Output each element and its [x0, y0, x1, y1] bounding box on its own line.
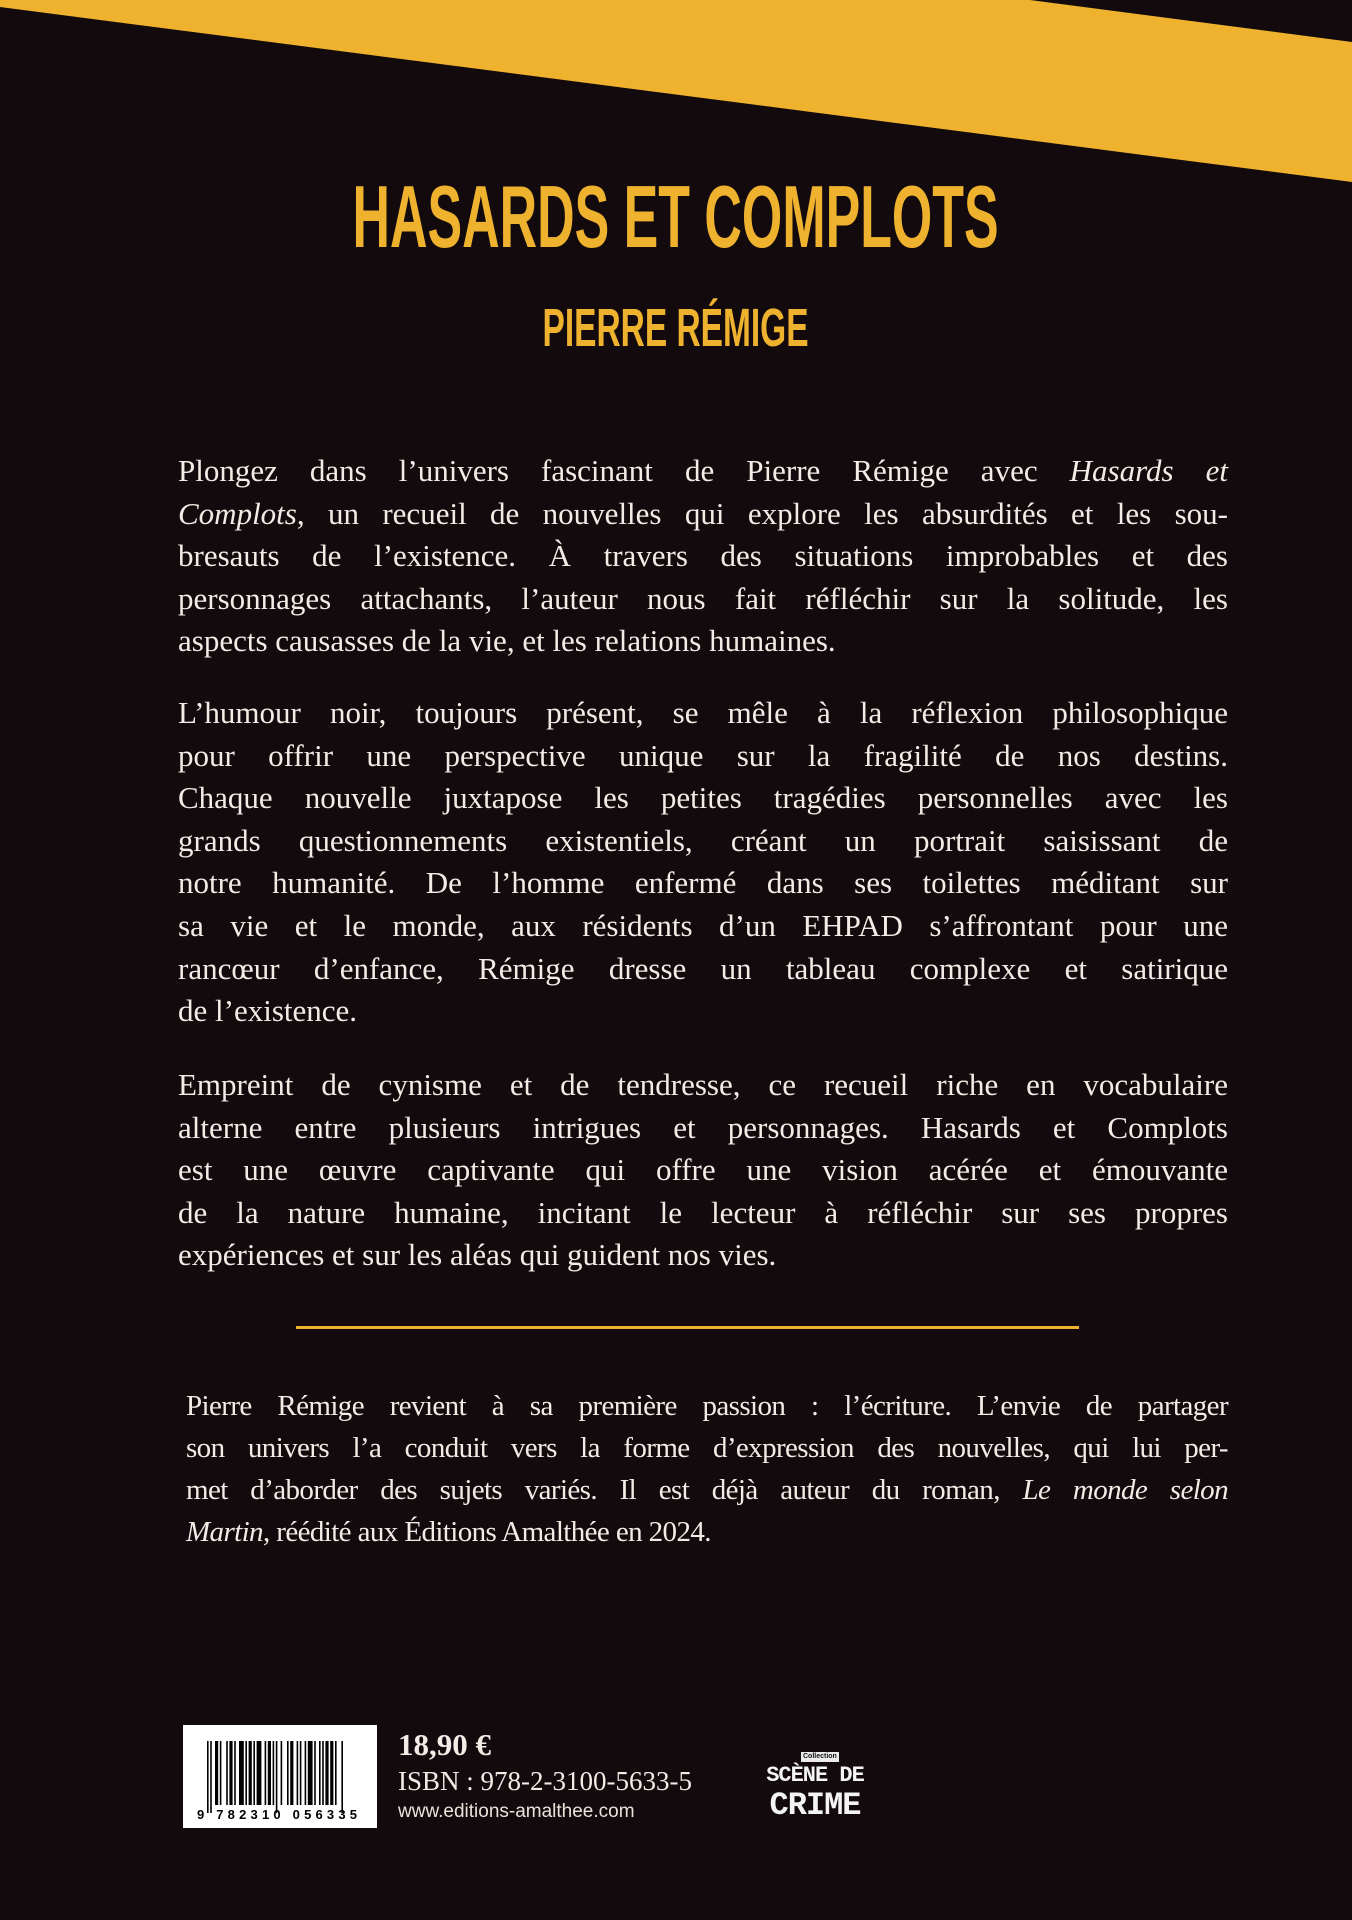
text-line [178, 735, 1228, 778]
text-line [178, 1107, 1228, 1150]
author-bio [186, 1385, 1228, 1553]
text-segment: son univers l’a conduit vers la forme d’expression des nouvelles, qui lui per- [186, 1432, 1228, 1464]
text-line [186, 1511, 1228, 1553]
text-line [186, 1469, 1228, 1511]
text-line [178, 905, 1228, 948]
text-segment: est une œuvre captivante qui offre une vision acérée et émouvante [178, 1152, 1228, 1188]
text-line [178, 1234, 1228, 1277]
text-line [186, 1385, 1228, 1427]
text-segment: Pierre Rémige revient à sa première passion : l’écriture. L’envie de partager [186, 1390, 1228, 1422]
text-segment: sa vie et le monde, aux résidents d’un EHPAD s’affrontant pour une [178, 907, 1228, 943]
text-line [178, 1064, 1228, 1107]
text-segment: , un recueil de nouvelles qui explore les absurdités et les sou- [296, 495, 1228, 531]
text-line [178, 1149, 1228, 1192]
publisher-website: www.editions-amalthee.com [398, 1801, 635, 1822]
title-container [0, 167, 1352, 266]
text-line [186, 1427, 1228, 1469]
yellow-diagonal-band [0, 0, 1352, 190]
italic-text: Martin [186, 1516, 263, 1548]
text-line [178, 948, 1228, 991]
text-line [178, 578, 1228, 621]
text-segment: expériences et sur les aléas qui guident nos vies. [178, 1237, 777, 1273]
italic-text: Complots [178, 495, 297, 531]
logo-scene-de: SCÈNE DE [766, 1763, 864, 1788]
section-divider [296, 1326, 1079, 1329]
book-title: HASARDS ET COMPLOTS [352, 167, 1000, 266]
text-line [178, 990, 1228, 1033]
italic-text: Le monde selon [1022, 1474, 1228, 1506]
text-segment: de l’existence. [178, 993, 358, 1029]
text-segment: alterne entre plusieurs intrigues et personnages. Hasards et Complots [178, 1109, 1228, 1145]
text-line [178, 777, 1228, 820]
synopsis-paragraph-1 [178, 450, 1228, 663]
italic-text: Hasards et [1069, 453, 1228, 488]
text-segment: de la nature humaine, incitant le lecteur à réfléchir sur ses propres [178, 1194, 1228, 1230]
isbn-barcode [183, 1725, 377, 1828]
text-line [178, 535, 1228, 578]
isbn-number: ISBN : 978-2-3100-5633-5 [398, 1766, 692, 1796]
text-segment: pour offrir une perspective unique sur la fragilité de nos destins. [178, 737, 1228, 773]
synopsis-paragraph-2 [178, 692, 1228, 1033]
text-line [178, 493, 1228, 536]
author-name: PIERRE RÉMIGE [542, 298, 810, 358]
text-segment: Chaque nouvelle juxtapose les petites tragédies personnelles avec les [178, 780, 1228, 816]
author-container [0, 298, 1352, 358]
text-line [178, 820, 1228, 863]
text-segment: L’humour noir, toujours présent, se mêle à la réflexion philosophique [178, 695, 1228, 730]
text-segment: Empreint de cynisme et de tendresse, ce recueil riche en vocabulaire [178, 1067, 1228, 1102]
collection-label: Collection [803, 1753, 837, 1760]
text-segment: Plongez dans l’univers fascinant de Pierre Rémige avec [178, 453, 1070, 488]
text-segment: aspects causasses de la vie, et les relations humaines. [178, 623, 836, 659]
text-line [178, 620, 1228, 663]
barcode-icon [207, 1741, 357, 1813]
text-segment: rancœur d’enfance, Rémige dresse un tableau complexe et satirique [178, 950, 1228, 986]
barcode-digits: 9 782310 056335 [197, 1807, 362, 1822]
text-line [178, 692, 1228, 735]
text-segment: met d’aborder des sujets variés. Il est déjà auteur du roman, [186, 1474, 1023, 1506]
text-segment: personnages attachants, l’auteur nous fait réfléchir sur la solitude, les [178, 580, 1228, 616]
text-line [178, 862, 1228, 905]
text-segment: notre humanité. De l’homme enfermé dans ses toilettes méditant sur [178, 865, 1228, 901]
collection-logo-scene-de-crime [748, 1750, 882, 1824]
text-segment: bresauts de l’existence. À travers des situations improbables et des [178, 538, 1228, 574]
price: 18,90 € [398, 1727, 491, 1762]
text-segment: , réédité aux Éditions Amalthée en 2024. [262, 1516, 711, 1548]
logo-crime: CRIME [769, 1787, 861, 1824]
text-line [178, 1192, 1228, 1235]
text-line [178, 450, 1228, 493]
text-segment: grands questionnements existentiels, créant un portrait saisissant de [178, 822, 1228, 858]
synopsis-paragraph-3 [178, 1064, 1228, 1277]
